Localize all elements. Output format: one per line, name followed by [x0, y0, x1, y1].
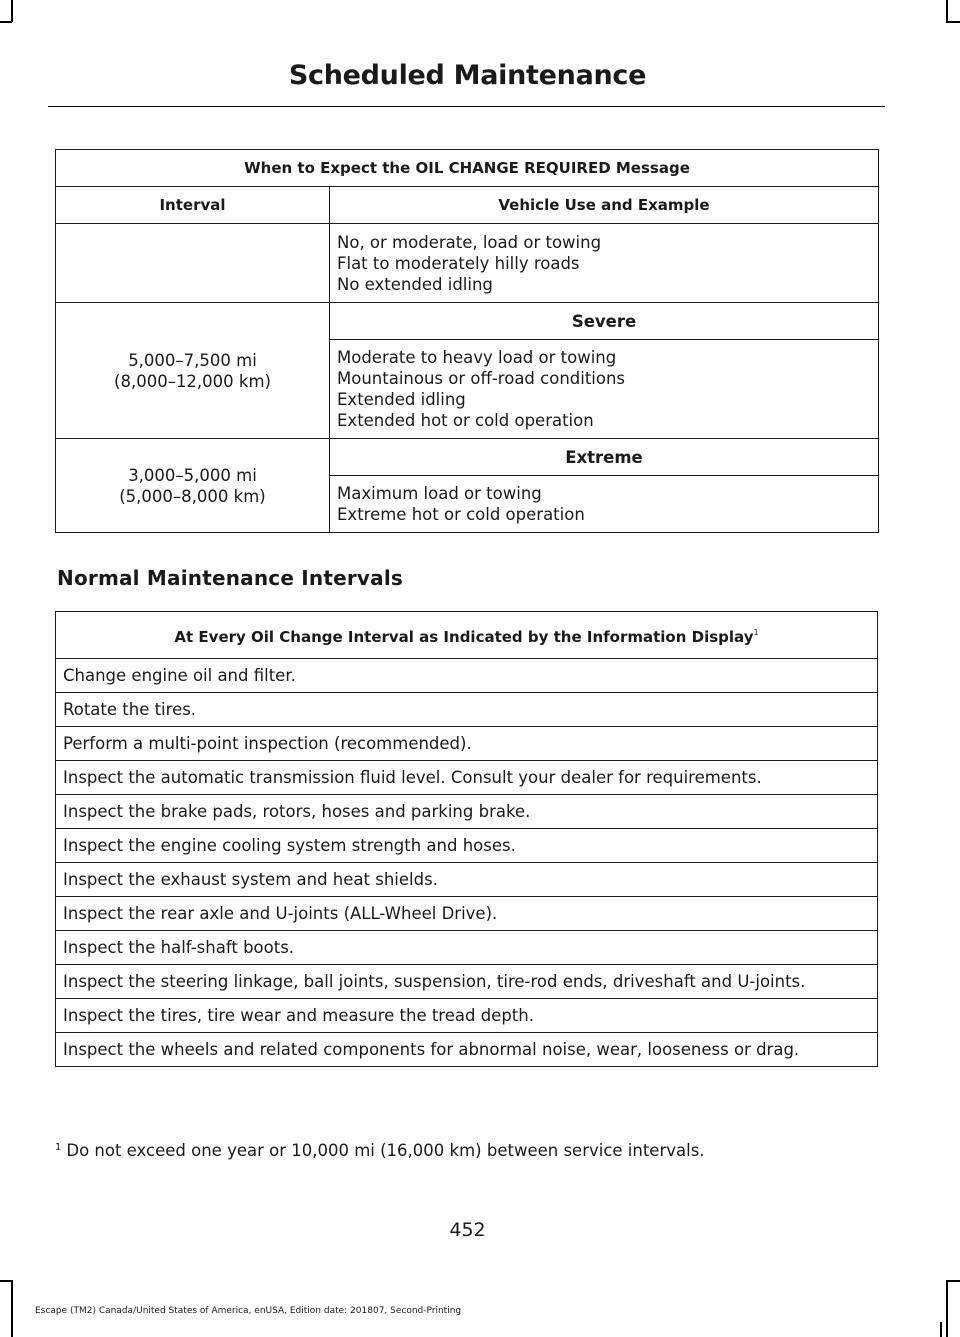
footnote [55, 1141, 705, 1160]
crop-mark-bottom-right-tick [940, 1322, 942, 1337]
footer-edition-info: Escape (TM2) Canada/United States of America, enUSA, Edition date: 201807, Second-Printing [35, 1306, 462, 1316]
use-line: Extended idling [337, 390, 466, 409]
page-number: 452 [449, 1219, 486, 1241]
extreme-use-cell [330, 476, 879, 533]
footnote-reference: 1 [753, 628, 759, 637]
table-row: Inspect the rear axle and U-joints (ALL-Wheel Drive). [56, 897, 878, 931]
table-row: Inspect the wheels and related components for abnormal noise, wear, looseness or drag. [56, 1033, 878, 1067]
oil-table-title: When to Expect the OIL CHANGE REQUIRED Message [56, 150, 879, 187]
maintenance-intervals-table [55, 611, 878, 1067]
interval-miles: 5,000–7,500 mi [128, 350, 257, 370]
table-row: Inspect the brake pads, rotors, hoses and parking brake. [56, 795, 878, 829]
table-row: Inspect the engine cooling system strength and hoses. [56, 829, 878, 863]
maint-table-title-text: At Every Oil Change Interval as Indicated by the Information Display [174, 628, 754, 646]
table-row: Perform a multi-point inspection (recommended). [56, 727, 878, 761]
table-row: Inspect the automatic transmission fluid level. Consult your dealer for requirements. [56, 761, 878, 795]
use-line: No, or moderate, load or towing [337, 232, 602, 252]
crop-mark-bottom-left [11, 1280, 13, 1337]
table-row: Inspect the exhaust system and heat shields. [56, 863, 878, 897]
oil-change-message-table [55, 149, 879, 533]
interval-miles: 3,000–5,000 mi [128, 465, 257, 485]
use-line: Flat to moderately hilly roads [337, 253, 580, 273]
crop-mark-bottom-right [946, 1280, 960, 1282]
crop-mark-top-right [946, 21, 960, 23]
crop-mark-top-right [946, 0, 948, 22]
crop-mark-bottom-right [946, 1280, 948, 1337]
normal-use-cell [330, 224, 879, 303]
use-line: Moderate to heavy load or towing [337, 348, 617, 367]
page-title: Scheduled Maintenance [288, 60, 647, 91]
extreme-label: Extreme [330, 439, 879, 476]
severe-interval-cell [56, 303, 330, 439]
maint-table-title [56, 612, 878, 659]
table-row: Change engine oil and filter. [56, 659, 878, 693]
crop-mark-top-left [11, 0, 13, 22]
interval-kilometers: (5,000–8,000 km) [119, 486, 266, 506]
table-row: Rotate the tires. [56, 693, 878, 727]
footnote-text: Do not exceed one year or 10,000 mi (16,000 km) between service intervals. [66, 1141, 705, 1160]
severe-use-cell [330, 340, 879, 439]
crop-mark-top-left [0, 21, 12, 23]
severe-label: Severe [330, 303, 879, 340]
table-row: Inspect the half-shaft boots. [56, 931, 878, 965]
col-header-interval: Interval [56, 187, 330, 224]
table-row: Inspect the steering linkage, ball joints, suspension, tire-rod ends, driveshaft and U-joints. [56, 965, 878, 999]
use-line: Maximum load or towing [337, 484, 542, 503]
extreme-interval-cell [56, 439, 330, 533]
use-line: Mountainous or off-road conditions [337, 369, 626, 388]
use-line: Extreme hot or cold operation [337, 505, 585, 524]
normal-interval-cell [56, 224, 330, 303]
table-row: Inspect the tires, tire wear and measure the tread depth. [56, 999, 878, 1033]
section-heading: Normal Maintenance Intervals [57, 566, 404, 590]
crop-mark-bottom-left [0, 1280, 12, 1282]
use-line: Extended hot or cold operation [337, 411, 594, 430]
col-header-vehicle-use: Vehicle Use and Example [330, 187, 879, 224]
use-line: No extended idling [337, 274, 493, 294]
footnote-mark: 1 [55, 1142, 62, 1153]
interval-kilometers: (8,000–12,000 km) [114, 371, 271, 391]
title-divider [48, 106, 885, 107]
